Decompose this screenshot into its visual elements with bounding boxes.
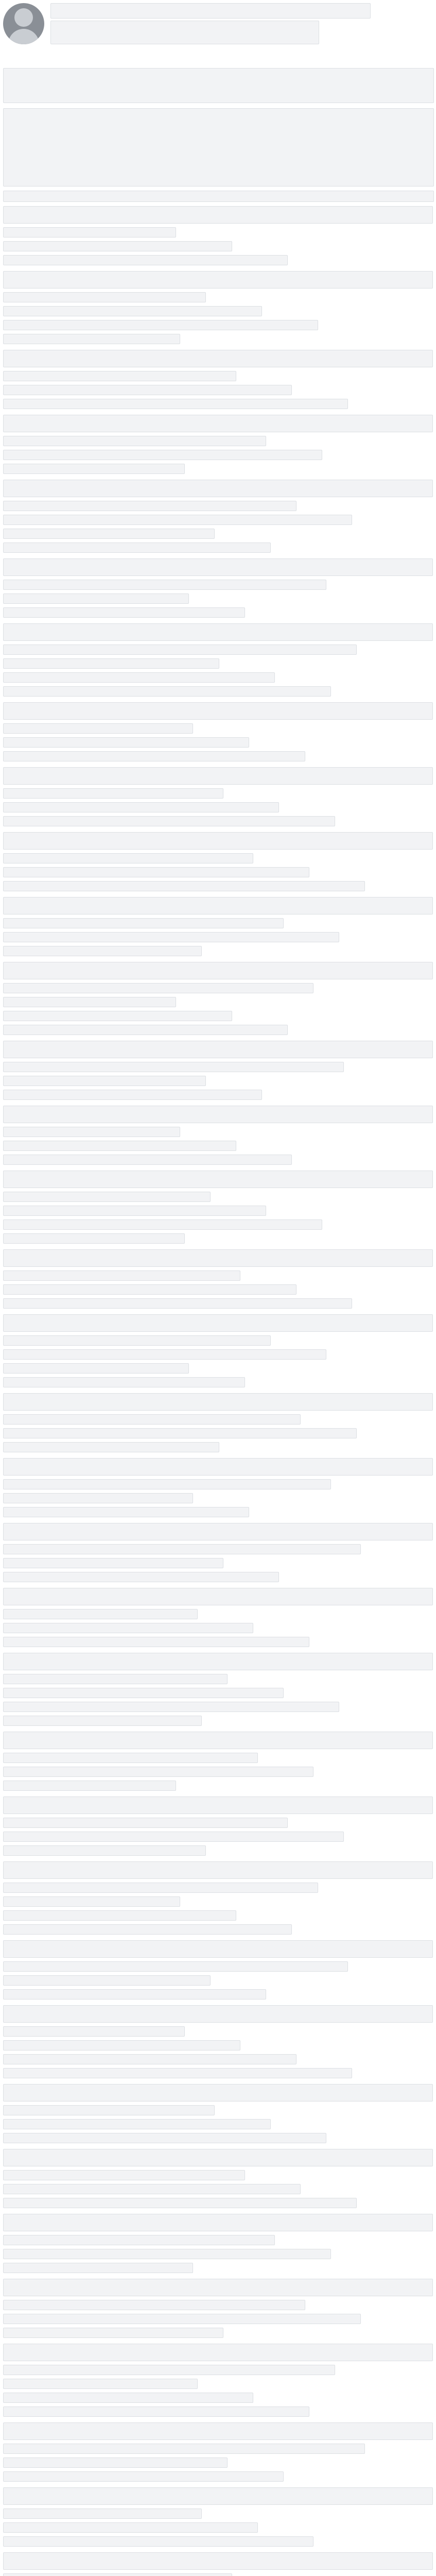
question-item (3, 1588, 433, 1647)
answer-option (3, 853, 253, 863)
answer-option (3, 1141, 236, 1151)
answer-option (3, 816, 335, 826)
answer-option (3, 2133, 326, 2143)
answer-option (3, 672, 275, 683)
answer-option (3, 1753, 258, 1763)
answer-option (3, 2026, 185, 2037)
answer-option (3, 2406, 309, 2417)
answer-option (3, 2263, 193, 2273)
question-text (3, 1861, 433, 1879)
question-text (3, 1041, 433, 1058)
question-text (3, 1171, 433, 1188)
answer-option (3, 932, 339, 942)
question-text (3, 702, 433, 720)
answer-option (3, 607, 245, 618)
question-text (3, 1393, 433, 1411)
question-text (3, 480, 433, 497)
question-item (3, 623, 433, 697)
question-text (3, 271, 433, 289)
answer-option (3, 1233, 185, 1244)
answer-option (3, 1335, 271, 1346)
answer-option (3, 2119, 271, 2129)
question-item (3, 2422, 433, 2482)
question-item (3, 2279, 433, 2338)
answer-option (3, 645, 357, 655)
answer-option (3, 997, 176, 1007)
question-item (3, 2214, 433, 2273)
answer-option (3, 1127, 180, 1137)
answer-option (3, 2300, 305, 2310)
question-text (3, 1106, 433, 1123)
answer-option (3, 1896, 180, 1907)
question-item (3, 702, 433, 761)
answer-option (3, 2184, 301, 2194)
answer-option (3, 658, 219, 669)
answer-option (3, 1716, 202, 1726)
question-item (3, 206, 433, 265)
answer-option (3, 2536, 313, 2547)
answer-option (3, 580, 326, 590)
answer-option (3, 918, 284, 928)
answer-option (3, 1493, 193, 1503)
answer-option (3, 1989, 266, 1999)
answer-option (3, 1767, 313, 1777)
question-text (3, 623, 433, 641)
answer-option (3, 1544, 361, 1554)
question-item (3, 2552, 433, 2576)
question-list (3, 206, 433, 2576)
answer-option (3, 983, 313, 993)
answer-option (3, 1818, 288, 1828)
answer-option (3, 2458, 228, 2468)
answer-option (3, 1609, 198, 1619)
answer-option (3, 450, 322, 460)
answer-option (3, 1507, 249, 1517)
answer-option (3, 1637, 309, 1647)
answer-option (3, 1975, 211, 1986)
answer-option (3, 1062, 344, 1072)
work-title (3, 68, 434, 103)
answer-option (3, 1910, 236, 1921)
question-item (3, 350, 433, 409)
author-avatar[interactable] (3, 3, 44, 44)
answer-option (3, 1349, 326, 1360)
answer-option (3, 255, 288, 265)
answer-option (3, 2444, 365, 2454)
answer-option (3, 1479, 331, 1489)
answer-option (3, 292, 206, 302)
question-item (3, 962, 433, 1035)
question-item (3, 1314, 433, 1387)
question-item (3, 1106, 433, 1165)
answer-option (3, 2379, 198, 2389)
question-item (3, 2084, 433, 2143)
question-item (3, 1249, 433, 1309)
question-item (3, 2005, 433, 2078)
answer-option (3, 1572, 279, 1582)
answer-option (3, 788, 223, 799)
question-item (3, 480, 433, 553)
answer-option (3, 334, 180, 344)
answer-option (3, 1090, 262, 1100)
question-text (3, 206, 433, 224)
answer-option (3, 227, 176, 238)
answer-option (3, 946, 202, 956)
answer-option (3, 1219, 322, 1230)
answer-option (3, 2365, 335, 2375)
answer-option (3, 2170, 245, 2180)
answer-option (3, 1270, 240, 1281)
answer-option (3, 2068, 352, 2078)
answer-option (3, 385, 292, 395)
answer-option (3, 737, 249, 748)
answer-option (3, 1155, 292, 1165)
question-text (3, 1314, 433, 1332)
answer-option (3, 751, 305, 761)
question-item (3, 2149, 433, 2208)
answer-option (3, 1298, 352, 1309)
answer-option (3, 1781, 176, 1791)
answer-option (3, 2249, 331, 2259)
answer-option (3, 1832, 344, 1842)
question-text (3, 415, 433, 432)
question-text (3, 767, 433, 785)
answer-option (3, 2054, 297, 2064)
answer-option (3, 594, 189, 604)
answer-option (3, 1377, 245, 1387)
answer-option (3, 2509, 202, 2519)
answer-option (3, 1192, 211, 1202)
answer-option (3, 1674, 228, 1684)
question-item (3, 767, 433, 826)
answer-option (3, 2235, 275, 2245)
answer-option (3, 241, 232, 251)
question-text (3, 558, 433, 576)
question-text (3, 2552, 433, 2570)
question-text (3, 1653, 433, 1670)
question-item (3, 1458, 433, 1517)
answer-option (3, 1025, 288, 1035)
answer-option (3, 2393, 253, 2403)
answer-option (3, 2471, 284, 2482)
question-text (3, 1523, 433, 1540)
question-text (3, 897, 433, 914)
question-item (3, 1653, 433, 1726)
answer-option (3, 1414, 301, 1425)
answer-option (3, 1011, 232, 1021)
question-item (3, 2344, 433, 2417)
answer-option (3, 723, 193, 734)
answer-option (3, 1284, 297, 1295)
question-item (3, 1393, 433, 1452)
answer-option (3, 436, 266, 446)
answer-option (3, 2522, 258, 2533)
answer-option (3, 1688, 284, 1698)
answer-option (3, 529, 215, 539)
question-text (3, 1797, 433, 1814)
answer-option (3, 2105, 215, 2115)
answer-option (3, 2040, 240, 2050)
answer-option (3, 543, 271, 553)
question-text (3, 2214, 433, 2231)
work-description (3, 108, 434, 187)
answer-option (3, 306, 262, 316)
question-item (3, 1861, 433, 1935)
answer-option (3, 1442, 219, 1452)
answer-option (3, 1623, 253, 1633)
answer-option (3, 867, 309, 877)
answer-option (3, 2314, 361, 2324)
question-text (3, 832, 433, 850)
question-item (3, 415, 433, 474)
answer-option (3, 515, 352, 525)
question-item (3, 558, 433, 618)
answer-option (3, 1558, 223, 1568)
answer-option (3, 802, 279, 812)
question-text (3, 2149, 433, 2166)
answer-option (3, 1961, 348, 1972)
question-item (3, 2487, 433, 2547)
question-text (3, 962, 433, 979)
question-item (3, 271, 433, 344)
answer-option (3, 1883, 318, 1893)
answer-option (3, 686, 331, 697)
question-text (3, 2279, 433, 2296)
question-text (3, 1732, 433, 1749)
question-text (3, 1249, 433, 1267)
answer-option (3, 464, 185, 474)
question-item (3, 832, 433, 891)
question-text (3, 2005, 433, 2023)
answer-option (3, 1206, 266, 1216)
question-text (3, 2487, 433, 2505)
answer-option (3, 1428, 357, 1438)
question-item (3, 1041, 433, 1100)
answer-option (3, 1363, 189, 1374)
question-text (3, 2084, 433, 2102)
answer-option (3, 2328, 223, 2338)
question-item (3, 1171, 433, 1244)
answer-option (3, 320, 318, 330)
question-item (3, 1732, 433, 1791)
answer-option (3, 2573, 232, 2576)
answer-option (3, 1924, 292, 1935)
answer-option (3, 881, 365, 891)
section-label (3, 191, 434, 202)
author-description (50, 21, 319, 44)
author-header (3, 3, 433, 49)
question-item (3, 1523, 433, 1582)
answer-option (3, 1845, 206, 1856)
question-item (3, 1797, 433, 1856)
question-text (3, 2422, 433, 2440)
question-text (3, 350, 433, 367)
answer-option (3, 2198, 357, 2208)
question-text (3, 1940, 433, 1958)
question-text (3, 2344, 433, 2361)
answer-option (3, 1702, 339, 1712)
answer-option (3, 1076, 206, 1086)
question-item (3, 1940, 433, 1999)
question-text (3, 1458, 433, 1476)
question-text (3, 1588, 433, 1605)
answer-option (3, 399, 348, 409)
answer-option (3, 501, 297, 511)
author-name[interactable] (50, 3, 371, 19)
question-item (3, 897, 433, 956)
answer-option (3, 371, 236, 381)
